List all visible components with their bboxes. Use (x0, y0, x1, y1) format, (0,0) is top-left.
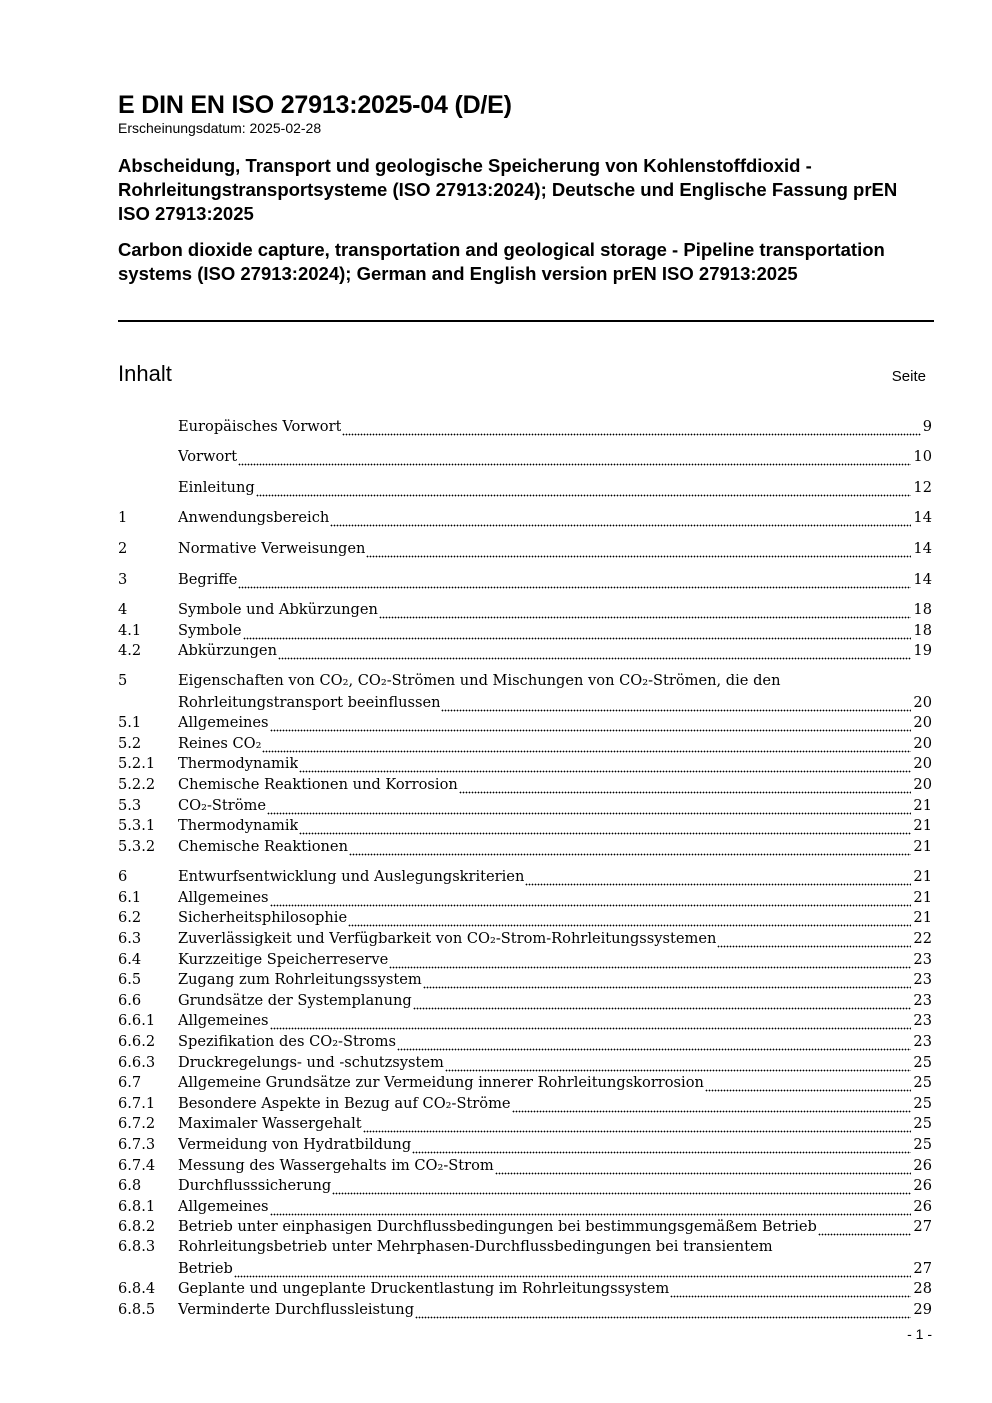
toc-dot-leader (389, 950, 911, 970)
toc-entry-label: Geplante und ungeplante Druckentlastung im Rohrleitungssystem (178, 1280, 670, 1298)
toc-dot-leader (363, 1114, 912, 1134)
toc-entry[interactable] (118, 836, 932, 857)
toc-entry-page: 23 (913, 971, 932, 989)
toc-entry-label: Verminderte Durchflussleistung (178, 1300, 415, 1318)
toc-entry-label: Chemische Reaktionen (178, 837, 348, 855)
toc-entry-number: 6.8.1 (118, 1197, 156, 1215)
toc-entry-number: 6.5 (118, 971, 142, 989)
toc-entry-label: Normative Verweisungen (178, 539, 366, 557)
toc-dot-leader (717, 929, 911, 949)
toc-entry-label: Zugang zum Rohrleitungssystem (178, 971, 422, 989)
toc-entry-label: Entwurfsentwicklung und Auslegungskriterien (178, 868, 525, 886)
toc-entry[interactable] (118, 1052, 932, 1073)
toc-entry-page: 20 (913, 775, 932, 793)
toc-entry-page: 21 (913, 796, 932, 814)
toc-entry[interactable] (118, 1031, 932, 1052)
toc-entry-number: 5.1 (118, 714, 142, 732)
toc-entry-number: 4.2 (118, 642, 142, 660)
toc-entry-label: Vermeidung von Hydratbildung (178, 1136, 412, 1153)
toc-entry-number: 6.4 (118, 950, 142, 968)
toc-dot-leader (270, 713, 912, 733)
toc-entry-label: Spezifikation des CO₂-Stroms (178, 1033, 396, 1051)
toc-entry-label: Betrieb unter einphasigen Durchflussbedingungen bei bestimmungsgemäßem Betrieb (178, 1218, 817, 1236)
toc-entry-page: 26 (913, 1197, 932, 1215)
toc-heading (118, 360, 926, 390)
toc-entry-label: Vorwort (178, 448, 238, 466)
toc-entry[interactable] (118, 1299, 932, 1320)
toc-entry[interactable] (118, 620, 932, 641)
toc-dot-leader (397, 1032, 911, 1052)
toc-entry-page: 28 (913, 1280, 932, 1298)
toc-entry-label: Thermodynamik (178, 755, 299, 773)
toc-dot-leader (366, 539, 911, 559)
table-of-contents (118, 416, 932, 1320)
english-title: Carbon dioxide capture, transportation and geological storage - Pipeline transportation systems (ISO 27913:2024); German and English version prEN ISO 27913:2025 (118, 239, 885, 284)
toc-dot-leader (459, 775, 912, 795)
toc-entry-label: Rohrleitungstransport beeinflussen (178, 693, 441, 711)
toc-entry-page: 14 (913, 509, 932, 527)
german-title: Abscheidung, Transport und geologische Speicherung von Kohlenstoffdioxid - Rohrleitungstransportsysteme (ISO 27913:2024); Deutsche und Englische Fassung prEN ISO 27913:2025 (118, 155, 898, 224)
toc-entry-line[interactable] (118, 1237, 932, 1258)
toc-entry[interactable] (118, 1073, 932, 1094)
toc-entry-page: 21 (913, 837, 932, 855)
toc-entry-page: 26 (913, 1156, 932, 1174)
toc-entry[interactable] (118, 1258, 932, 1279)
toc-entry-label: Durchflusssicherung (178, 1177, 332, 1195)
toc-dot-leader (445, 1053, 912, 1073)
toc-entry-number: 6.8.3 (118, 1238, 156, 1256)
toc-entry-label: Begriffe (178, 570, 238, 588)
toc-dot-leader (256, 478, 912, 498)
toc-dot-leader (243, 621, 912, 641)
toc-entry-label: Rohrleitungsbetrieb unter Mehrphasen-Durchflussbedingungen bei transientem (178, 1238, 773, 1256)
toc-dot-leader (818, 1217, 912, 1237)
toc-dot-leader (705, 1073, 912, 1093)
toc-entry-number: 5.3 (118, 796, 142, 814)
toc-entry-page: 12 (913, 478, 932, 496)
toc-entry-number: 6.8.4 (118, 1280, 156, 1298)
toc-entry[interactable] (118, 569, 932, 590)
toc-dot-leader (423, 970, 912, 990)
toc-entry-number: 6.7.2 (118, 1115, 156, 1133)
toc-entry-page: 27 (913, 1259, 932, 1277)
toc-entry-label: Allgemeines (178, 714, 269, 732)
toc-page-column-label: Seite (891, 368, 926, 385)
toc-entry-number: 5.2.1 (118, 755, 156, 773)
toc-entry[interactable] (118, 416, 932, 437)
toc-dot-leader (238, 447, 911, 467)
toc-dot-leader (415, 1300, 911, 1320)
toc-entry-label: Allgemeines (178, 1197, 269, 1215)
toc-entry-page: 23 (913, 950, 932, 968)
toc-entry-label: Symbole (178, 621, 242, 639)
toc-entry-label: Besondere Aspekte in Bezug auf CO₂-Ströme (178, 1094, 511, 1112)
toc-entry[interactable] (118, 713, 932, 734)
header-divider (118, 320, 934, 322)
toc-entry[interactable] (118, 1196, 932, 1217)
toc-entry-number: 6.7.4 (118, 1156, 156, 1174)
toc-entry[interactable] (118, 754, 932, 775)
document-id: E DIN EN ISO 27913:2025-04 (D/E) (118, 91, 512, 119)
toc-entry-page: 23 (913, 991, 932, 1009)
toc-entry[interactable] (118, 1011, 932, 1032)
toc-entry-label: Reines CO₂ (178, 734, 262, 752)
toc-entry[interactable] (118, 867, 932, 888)
toc-dot-leader (270, 1197, 912, 1217)
toc-entry-page: 27 (913, 1218, 932, 1236)
toc-dot-leader (270, 1011, 912, 1031)
toc-entry-page: 21 (913, 888, 932, 906)
toc-entry[interactable] (118, 692, 932, 713)
toc-entry[interactable] (118, 908, 932, 929)
toc-dot-leader (262, 734, 911, 754)
toc-dot-leader (412, 1135, 911, 1155)
toc-entry-label: CO₂-Ströme (178, 796, 267, 814)
toc-entry-page: 25 (913, 1053, 932, 1071)
toc-entry-number: 5.2.2 (118, 775, 156, 793)
toc-entry-page: 18 (913, 601, 932, 619)
toc-dot-leader (234, 1259, 912, 1279)
toc-entry-label: Druckregelungs- und -schutzsystem (178, 1053, 444, 1071)
toc-entry[interactable] (118, 1279, 932, 1300)
toc-entry-page: 23 (913, 1012, 932, 1030)
toc-entry[interactable] (118, 641, 932, 662)
toc-entry[interactable] (118, 1217, 932, 1238)
toc-entry-page: 20 (913, 714, 932, 732)
toc-dot-leader (441, 693, 911, 713)
toc-entry-number: 5.2 (118, 734, 142, 752)
toc-entry[interactable] (118, 816, 932, 837)
toc-entry[interactable] (118, 538, 932, 559)
toc-entry-page: 21 (913, 909, 932, 927)
toc-entry-page: 29 (913, 1300, 932, 1318)
toc-entry-label: Sicherheitsphilosophie (178, 909, 348, 927)
toc-entry-label: Abkürzungen (178, 642, 277, 660)
toc-entry-page: 14 (913, 570, 932, 588)
page-number: - 1 - (907, 1326, 932, 1342)
toc-dot-leader (379, 600, 912, 620)
toc-dot-leader (299, 816, 911, 836)
toc-entry-page: 18 (913, 621, 932, 639)
toc-entry[interactable] (118, 600, 932, 621)
document-header (118, 90, 934, 286)
toc-dot-leader (349, 837, 911, 857)
toc-entry-page: 20 (913, 734, 932, 752)
toc-entry[interactable] (118, 508, 932, 529)
toc-entry-page: 23 (913, 1033, 932, 1051)
toc-entry-number: 5 (118, 672, 128, 690)
toc-entry-label: Allgemeines (178, 1012, 269, 1030)
toc-entry-number: 2 (118, 539, 128, 557)
toc-entry-number: 6.1 (118, 888, 142, 906)
toc-entry-page: 14 (913, 539, 932, 557)
toc-dot-leader (267, 796, 911, 816)
toc-entry-page: 21 (913, 817, 932, 835)
toc-entry-label: Thermodynamik (178, 817, 299, 835)
toc-entry-number: 6.6.1 (118, 1012, 156, 1030)
toc-entry-page: 25 (913, 1094, 932, 1112)
toc-dot-leader (270, 888, 912, 908)
toc-entry[interactable] (118, 447, 932, 468)
toc-entry-number: 4 (118, 601, 128, 619)
toc-dot-leader (525, 867, 911, 887)
toc-entry-label: Europäisches Vorwort (178, 417, 342, 435)
toc-entry-number: 6.2 (118, 909, 142, 927)
toc-entry-number: 6.8.5 (118, 1300, 156, 1318)
toc-entry[interactable] (118, 928, 932, 949)
toc-entry-number: 6.7.1 (118, 1094, 156, 1112)
toc-entry-label: Allgemeines (178, 888, 269, 906)
toc-entry-page: 21 (913, 868, 932, 886)
toc-entry-number: 3 (118, 570, 128, 588)
toc-dot-leader (413, 991, 912, 1011)
toc-entry-page: 10 (913, 448, 932, 466)
toc-entry[interactable] (118, 949, 932, 970)
toc-entry-label: Zuverlässigkeit und Verfügbarkeit von CO₂-Strom-Rohrleitungssystemen (178, 930, 717, 948)
toc-entry-label: Allgemeine Grundsätze zur Vermeidung innerer Rohrleitungskorrosion (178, 1074, 704, 1092)
toc-entry-number: 6.8 (118, 1177, 142, 1195)
toc-entry-number: 6.6.3 (118, 1053, 156, 1071)
toc-entry[interactable] (118, 887, 932, 908)
toc-entry-page: 25 (913, 1136, 932, 1153)
toc-entry-number: 6.3 (118, 930, 142, 948)
toc-dot-leader (670, 1279, 911, 1299)
toc-entry[interactable] (118, 477, 932, 498)
toc-entry-label: Grundsätze der Systemplanung (178, 991, 412, 1009)
toc-entry-label: Maximaler Wassergehalt (178, 1115, 362, 1133)
toc-entry[interactable] (118, 990, 932, 1011)
toc-dot-leader (278, 641, 911, 661)
toc-entry-page: 9 (922, 417, 932, 435)
toc-entry-page: 22 (913, 930, 932, 948)
toc-entry[interactable] (118, 774, 932, 795)
toc-entry-number: 6.7.3 (118, 1136, 156, 1153)
toc-entry-page: 20 (913, 755, 932, 773)
toc-entry[interactable] (118, 1093, 932, 1114)
toc-entry-page: 19 (913, 642, 932, 660)
toc-entry-number: 5.3.1 (118, 817, 156, 835)
publication-date: Erscheinungsdatum: 2025-02-28 (118, 120, 322, 136)
toc-entry[interactable] (118, 1155, 932, 1176)
toc-entry-label: Einleitung (178, 478, 255, 496)
toc-entry[interactable] (118, 795, 932, 816)
toc-entry-label: Anwendungsbereich (178, 509, 330, 527)
toc-entry-line[interactable] (118, 671, 932, 692)
toc-dot-leader (238, 570, 911, 590)
toc-dot-leader (495, 1156, 912, 1176)
toc-entry-label: Symbole und Abkürzungen (178, 601, 378, 619)
toc-entry-label: Betrieb (178, 1259, 233, 1277)
toc-entry[interactable] (118, 1134, 932, 1155)
toc-dot-leader (512, 1094, 912, 1114)
toc-entry-label: Eigenschaften von CO₂, CO₂-Strömen und Mischungen von CO₂-Strömen, die den (178, 672, 781, 690)
toc-entry-page: 25 (913, 1074, 932, 1092)
toc-entry-number: 4.1 (118, 621, 142, 639)
toc-entry-number: 6.6 (118, 991, 142, 1009)
toc-entry-number: 6.8.2 (118, 1218, 156, 1236)
toc-entry[interactable] (118, 733, 932, 754)
toc-entry-number: 6.6.2 (118, 1033, 156, 1051)
toc-entry-page: 25 (913, 1115, 932, 1133)
toc-entry-label: Messung des Wassergehalts im CO₂-Strom (178, 1156, 494, 1174)
toc-entry-number: 1 (118, 509, 128, 527)
toc-entry-number: 5.3.2 (118, 837, 156, 855)
toc-dot-leader (332, 1176, 911, 1196)
toc-entry-number: 6.7 (118, 1074, 142, 1092)
toc-entry-page: 20 (913, 693, 932, 711)
toc-title: Inhalt (118, 361, 172, 386)
toc-entry[interactable] (118, 1176, 932, 1197)
toc-dot-leader (342, 417, 920, 437)
toc-dot-leader (299, 754, 911, 774)
toc-entry-label: Kurzzeitige Speicherreserve (178, 950, 389, 968)
toc-entry[interactable] (118, 970, 932, 991)
toc-entry-page: 26 (913, 1177, 932, 1195)
toc-dot-leader (348, 908, 911, 928)
toc-entry[interactable] (118, 1114, 932, 1135)
toc-dot-leader (330, 508, 911, 528)
toc-entry-number: 6 (118, 868, 128, 886)
toc-entry-label: Chemische Reaktionen und Korrosion (178, 775, 458, 793)
